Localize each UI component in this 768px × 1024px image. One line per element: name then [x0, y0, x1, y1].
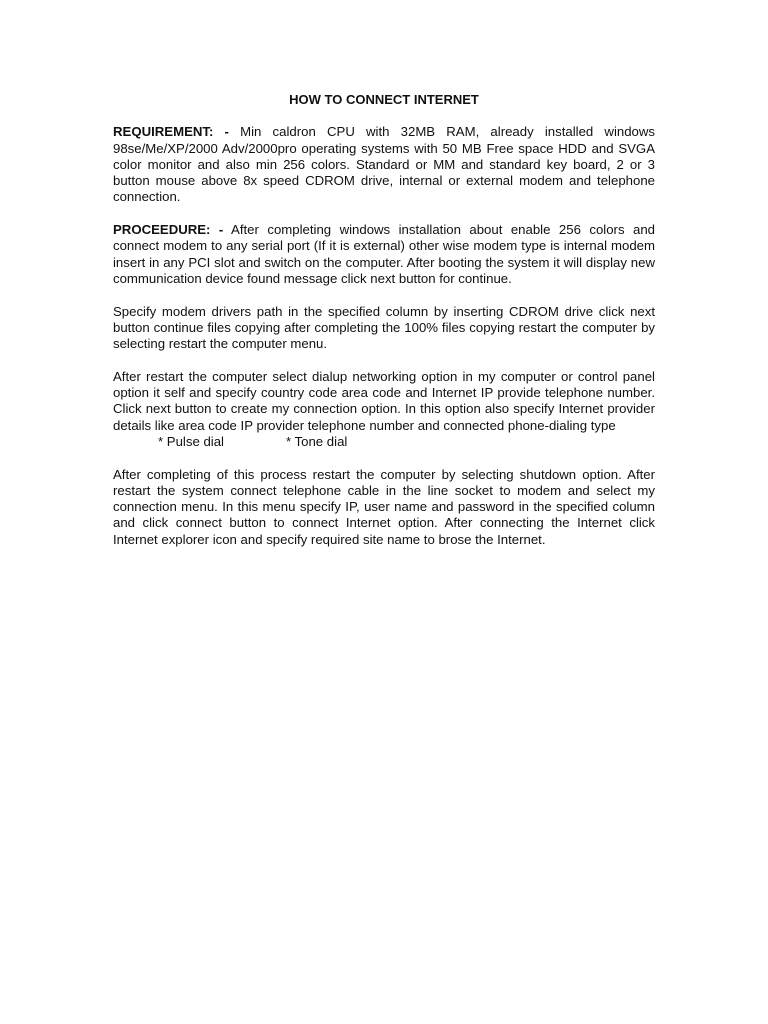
pulse-dial-option: * Pulse dial: [158, 433, 224, 449]
requirement-label: REQUIREMENT: -: [113, 124, 229, 140]
requirement-paragraph: [113, 124, 655, 205]
dialup-paragraph: [113, 369, 655, 450]
final-paragraph: After completing of this process restart the computer by selecting shutdown option. After restart the system connect telephone cable in the line socket to modem and select my connection menu. In this menu specify IP, user name and password in the specified column and click connect button to connect Internet option. After connecting the Internet click Internet explorer icon and specify required site name to brose the Internet.: [113, 466, 655, 547]
dial-options: [113, 434, 655, 450]
document-page: [113, 92, 655, 564]
procedure-label: PROCEEDURE: -: [113, 222, 224, 238]
procedure-text: After completing windows installation about enable 256 colors and connect modem to any serial port (If it is external) other wise modem type is internal modem insert in any PCI slot and switch on the computer. After booting the system it will display new communication device found message click next button for continue.: [113, 222, 655, 286]
procedure-paragraph: [113, 222, 655, 287]
tone-dial-option: * Tone dial: [285, 433, 348, 449]
dialup-text: After restart the computer select dialup networking option in my computer or control panel option it self and specify country code area code and Internet IP provide telephone number. Click next button to create my connection option. In this option also specify Internet provider details like area code IP provider telephone number and connected phone-dialing type: [113, 368, 655, 433]
drivers-paragraph: Specify modem drivers path in the specified column by inserting CDROM drive click next button continue files copying after completing the 100% files copying restart the computer by selecting restart the computer menu.: [113, 303, 655, 352]
document-title: HOW TO CONNECT INTERNET: [289, 92, 479, 107]
requirement-text: Min caldron CPU with 32MB RAM, already installed windows 98se/Me/XP/2000 Adv/2000pro operating systems with 50 MB Free space HDD and SVGA color monitor and also min 256 colors. Standard or MM and standard key board, 2 or 3 button mouse above 8x speed CDROM drive, internal or external modem and telephone connection.: [113, 124, 655, 205]
